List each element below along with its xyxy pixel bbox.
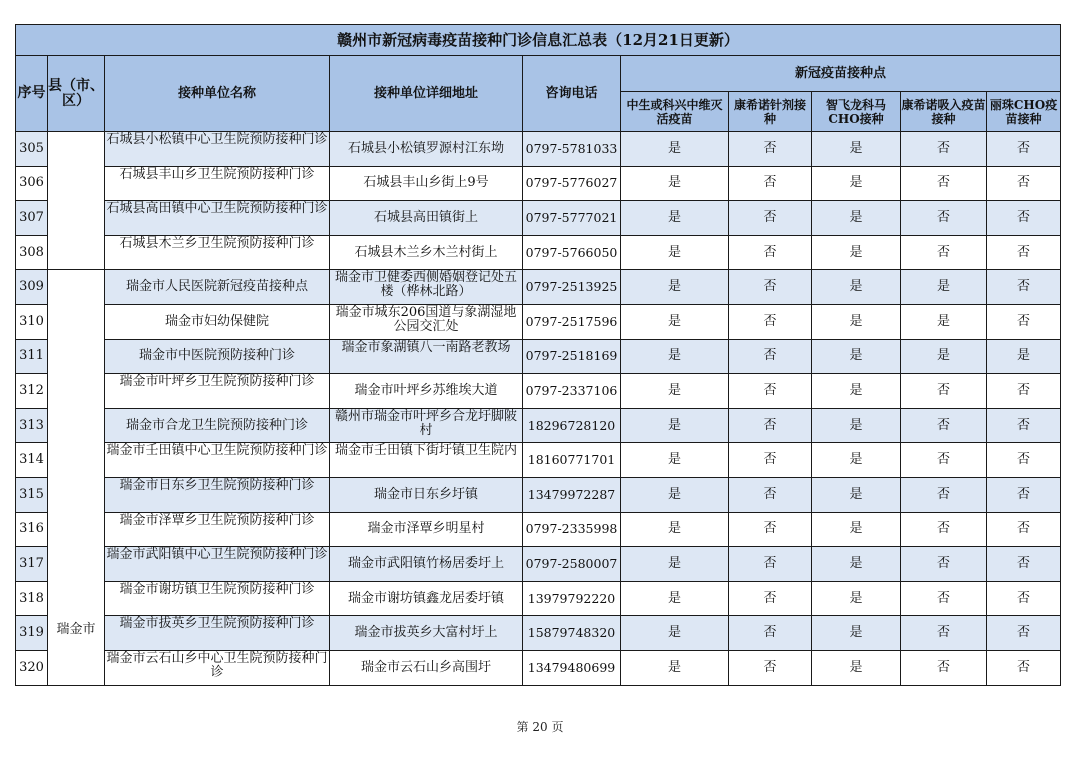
cell-vaccine-v5: 否: [987, 477, 1061, 512]
cell-vaccine-v3: 是: [812, 166, 901, 201]
cell-vaccine-v5: 否: [987, 650, 1061, 685]
cell-unit-name-text: 瑞金市日东乡卫生院预防接种门诊: [119, 477, 315, 493]
table-row: [16, 132, 1061, 167]
cell-unit-name: [105, 270, 330, 305]
cell-vaccine-v1: 是: [621, 512, 729, 547]
cell-phone: 15879748320: [523, 616, 621, 651]
cell-address: [330, 374, 523, 409]
table-row: [16, 235, 1061, 270]
cell-address: [330, 270, 523, 305]
cell-phone: 0797-2335998: [523, 512, 621, 547]
cell-vaccine-v1: 是: [621, 650, 729, 685]
cell-address: [330, 616, 523, 651]
cell-vaccine-v4: 否: [901, 581, 987, 616]
cell-phone: 0797-2337106: [523, 374, 621, 409]
cell-phone: 0797-5781033: [523, 132, 621, 167]
table-row: [16, 547, 1061, 582]
cell-vaccine-v5: 否: [987, 547, 1061, 582]
header-address: 接种单位详细地址: [330, 56, 523, 132]
header-seq: 序号: [16, 56, 48, 132]
table-row: [16, 512, 1061, 547]
cell-vaccine-v3: 是: [812, 581, 901, 616]
table-row: [16, 304, 1061, 339]
cell-county: 瑞金市: [48, 270, 105, 685]
cell-address-text: 瑞金市卫健委西侧婚姻登记处五楼（桦林北路）: [334, 270, 517, 300]
cell-seq: 309: [16, 270, 48, 305]
cell-vaccine-v1: 是: [621, 374, 729, 409]
cell-address-text: 瑞金市云石山乡高围圩: [360, 659, 491, 675]
cell-vaccine-v4: 是: [901, 339, 987, 374]
cell-vaccine-v5: 否: [987, 581, 1061, 616]
cell-vaccine-v2: 否: [729, 650, 812, 685]
cell-address-text: 石城县高田镇街上: [373, 209, 478, 225]
vaccination-site-table: [15, 24, 1061, 686]
cell-address: [330, 408, 523, 443]
cell-vaccine-v3: 是: [812, 443, 901, 478]
cell-unit-name-text: 瑞金市合龙卫生院预防接种门诊: [125, 417, 308, 433]
cell-vaccine-v3: 是: [812, 512, 901, 547]
cell-vaccine-v4: 否: [901, 235, 987, 270]
cell-vaccine-v5: 是: [987, 339, 1061, 374]
cell-seq: 306: [16, 166, 48, 201]
cell-address: [330, 339, 523, 374]
table-row: [16, 408, 1061, 443]
cell-phone: 0797-2580007: [523, 547, 621, 582]
cell-address-text: 瑞金市拔英乡大富村圩上: [354, 625, 498, 641]
page-number: 第 20 页: [516, 720, 564, 734]
cell-vaccine-v2: 否: [729, 408, 812, 443]
cell-vaccine-v1: 是: [621, 201, 729, 236]
cell-vaccine-v1: 是: [621, 132, 729, 167]
cell-vaccine-v1: 是: [621, 339, 729, 374]
cell-phone: 18160771701: [523, 443, 621, 478]
cell-vaccine-v2: 否: [729, 235, 812, 270]
cell-vaccine-v1: 是: [621, 547, 729, 582]
cell-phone: 0797-2513925: [523, 270, 621, 305]
cell-address-text: 瑞金市壬田镇下街圩镇卫生院内: [334, 443, 517, 459]
table-row: [16, 270, 1061, 305]
cell-vaccine-v4: 是: [901, 304, 987, 339]
cell-address: [330, 132, 523, 167]
cell-vaccine-v3: 是: [812, 650, 901, 685]
cell-vaccine-v3: 是: [812, 616, 901, 651]
cell-address-text: 石城县小松镇罗源村江东坳: [347, 140, 504, 156]
cell-address: [330, 581, 523, 616]
cell-vaccine-v3: 是: [812, 235, 901, 270]
cell-vaccine-v2: 否: [729, 339, 812, 374]
cell-seq: 310: [16, 304, 48, 339]
table-row: [16, 443, 1061, 478]
cell-seq: 308: [16, 235, 48, 270]
cell-address-text: 瑞金市象湖镇八一南路老教场: [341, 339, 511, 355]
cell-address: [330, 650, 523, 685]
cell-unit-name: [105, 581, 330, 616]
cell-vaccine-v3: 是: [812, 374, 901, 409]
cell-unit-name: [105, 547, 330, 582]
cell-seq: 320: [16, 650, 48, 685]
cell-vaccine-v1: 是: [621, 408, 729, 443]
table-row: [16, 201, 1061, 236]
cell-phone: 18296728120: [523, 408, 621, 443]
table-body: [16, 132, 1061, 686]
cell-address-text: 瑞金市城东206国道与象湖湿地公园交汇处: [335, 304, 517, 334]
table-row: [16, 339, 1061, 374]
cell-vaccine-v4: 否: [901, 443, 987, 478]
cell-phone: 0797-5766050: [523, 235, 621, 270]
cell-vaccine-v2: 否: [729, 270, 812, 305]
cell-vaccine-v4: 否: [901, 512, 987, 547]
cell-address: [330, 235, 523, 270]
cell-address-text: 石城县木兰乡木兰村街上: [354, 244, 498, 260]
cell-seq: 305: [16, 132, 48, 167]
cell-vaccine-v3: 是: [812, 408, 901, 443]
cell-unit-name: [105, 477, 330, 512]
cell-address: [330, 443, 523, 478]
cell-vaccine-v5: 否: [987, 443, 1061, 478]
cell-unit-name: [105, 512, 330, 547]
cell-vaccine-v1: 是: [621, 443, 729, 478]
cell-unit-name: [105, 304, 330, 339]
cell-vaccine-v5: 否: [987, 270, 1061, 305]
cell-vaccine-v5: 否: [987, 512, 1061, 547]
cell-seq: 311: [16, 339, 48, 374]
cell-vaccine-v1: 是: [621, 581, 729, 616]
table-row: [16, 374, 1061, 409]
cell-vaccine-v1: 是: [621, 166, 729, 201]
cell-vaccine-v4: 否: [901, 374, 987, 409]
cell-phone: 0797-2518169: [523, 339, 621, 374]
header-county: 县（市、区）: [48, 56, 105, 132]
cell-address-text: 石城县丰山乡街上9号: [363, 175, 489, 191]
cell-unit-name-text: 瑞金市人民医院新冠疫苗接种点: [125, 279, 308, 295]
cell-vaccine-v2: 否: [729, 304, 812, 339]
cell-unit-name: [105, 201, 330, 236]
cell-vaccine-v4: 否: [901, 547, 987, 582]
cell-unit-name-text: 瑞金市壬田镇中心卫生院预防接种门诊: [106, 443, 328, 459]
cell-vaccine-v4: 否: [901, 616, 987, 651]
cell-unit-name-text: 瑞金市武阳镇中心卫生院预防接种门诊: [106, 547, 328, 563]
cell-address: [330, 166, 523, 201]
cell-address: [330, 512, 523, 547]
cell-vaccine-v2: 否: [729, 132, 812, 167]
table-row: [16, 166, 1061, 201]
cell-vaccine-v2: 否: [729, 374, 812, 409]
cell-vaccine-v2: 否: [729, 477, 812, 512]
cell-vaccine-v1: 是: [621, 304, 729, 339]
cell-vaccine-v4: 否: [901, 477, 987, 512]
cell-seq: 317: [16, 547, 48, 582]
cell-seq: 319: [16, 616, 48, 651]
cell-address-text: 赣州市瑞金市叶坪乡合龙圩脚陂村: [334, 408, 517, 438]
cell-vaccine-v3: 是: [812, 547, 901, 582]
header-unit-name: 接种单位名称: [105, 56, 330, 132]
cell-address: [330, 304, 523, 339]
cell-unit-name-text: 瑞金市谢坊镇卫生院预防接种门诊: [119, 581, 315, 597]
cell-seq: 318: [16, 581, 48, 616]
cell-phone: 0797-5776027: [523, 166, 621, 201]
cell-vaccine-v3: 是: [812, 201, 901, 236]
cell-vaccine-v4: 否: [901, 166, 987, 201]
cell-vaccine-v1: 是: [621, 235, 729, 270]
cell-phone: 0797-5777021: [523, 201, 621, 236]
header-vaccine-zhifei-cho: 智飞龙科马CHO接种: [812, 92, 901, 132]
cell-unit-name: [105, 339, 330, 374]
cell-vaccine-v2: 否: [729, 443, 812, 478]
table-row: [16, 581, 1061, 616]
header-vaccine-group: 新冠疫苗接种点: [621, 56, 1061, 92]
cell-address-text: 瑞金市武阳镇竹杨居委圩上: [347, 555, 504, 571]
cell-unit-name-text: 石城县木兰乡卫生院预防接种门诊: [119, 235, 315, 251]
cell-phone: 13979792220: [523, 581, 621, 616]
header-vaccine-cansino-inhaled: 康希诺吸入疫苗接种: [901, 92, 987, 132]
table-row: [16, 616, 1061, 651]
cell-vaccine-v5: 否: [987, 304, 1061, 339]
cell-unit-name: [105, 650, 330, 685]
cell-vaccine-v3: 是: [812, 132, 901, 167]
cell-unit-name: [105, 235, 330, 270]
cell-unit-name-text: 瑞金市叶坪乡卫生院预防接种门诊: [119, 374, 315, 390]
cell-vaccine-v3: 是: [812, 339, 901, 374]
cell-vaccine-v3: 是: [812, 477, 901, 512]
cell-vaccine-v2: 否: [729, 201, 812, 236]
cell-address-text: 瑞金市泽覃乡明星村: [367, 521, 485, 537]
cell-unit-name-text: 石城县小松镇中心卫生院预防接种门诊: [106, 132, 328, 147]
cell-unit-name-text: 瑞金市泽覃乡卫生院预防接种门诊: [119, 512, 315, 528]
cell-seq: 315: [16, 477, 48, 512]
cell-seq: 316: [16, 512, 48, 547]
cell-vaccine-v4: 否: [901, 650, 987, 685]
cell-seq: 312: [16, 374, 48, 409]
cell-unit-name: [105, 408, 330, 443]
cell-unit-name: [105, 132, 330, 167]
cell-vaccine-v2: 否: [729, 547, 812, 582]
table-row: [16, 650, 1061, 685]
cell-vaccine-v5: 否: [987, 408, 1061, 443]
header-phone: 咨询电话: [523, 56, 621, 132]
cell-vaccine-v5: 否: [987, 132, 1061, 167]
cell-vaccine-v3: 是: [812, 304, 901, 339]
cell-vaccine-v2: 否: [729, 166, 812, 201]
cell-vaccine-v5: 否: [987, 166, 1061, 201]
header-vaccine-cansino-injection: 康希诺针剂接种: [729, 92, 812, 132]
cell-unit-name-text: 瑞金市妇幼保健院: [164, 313, 269, 329]
cell-phone: 0797-2517596: [523, 304, 621, 339]
cell-vaccine-v4: 否: [901, 408, 987, 443]
cell-vaccine-v4: 否: [901, 132, 987, 167]
cell-phone: 13479480699: [523, 650, 621, 685]
cell-unit-name: [105, 166, 330, 201]
table-title: 赣州市新冠病毒疫苗接种门诊信息汇总表（12月21日更新）: [16, 25, 1061, 56]
cell-vaccine-v5: 否: [987, 616, 1061, 651]
cell-unit-name: [105, 374, 330, 409]
cell-vaccine-v1: 是: [621, 616, 729, 651]
cell-unit-name-text: 石城县丰山乡卫生院预防接种门诊: [119, 166, 315, 182]
cell-seq: 307: [16, 201, 48, 236]
cell-vaccine-v4: 否: [901, 201, 987, 236]
cell-vaccine-v1: 是: [621, 477, 729, 512]
cell-seq: 313: [16, 408, 48, 443]
cell-unit-name-text: 石城县高田镇中心卫生院预防接种门诊: [106, 201, 328, 217]
cell-vaccine-v5: 否: [987, 235, 1061, 270]
cell-vaccine-v5: 否: [987, 374, 1061, 409]
cell-address-text: 瑞金市谢坊镇鑫龙居委圩镇: [347, 590, 504, 606]
header-vaccine-inactivated: 中生或科兴中维灭活疫苗: [621, 92, 729, 132]
cell-unit-name-text: 瑞金市中医院预防接种门诊: [138, 348, 295, 364]
cell-vaccine-v1: 是: [621, 270, 729, 305]
cell-unit-name-text: 瑞金市云石山乡中心卫生院预防接种门诊: [106, 650, 328, 680]
cell-address-text: 瑞金市叶坪乡苏维埃大道: [354, 382, 498, 398]
cell-address: [330, 547, 523, 582]
cell-vaccine-v5: 否: [987, 201, 1061, 236]
cell-seq: 314: [16, 443, 48, 478]
cell-county: [48, 132, 105, 270]
cell-vaccine-v2: 否: [729, 512, 812, 547]
cell-address-text: 瑞金市日东乡圩镇: [373, 486, 478, 502]
cell-vaccine-v4: 是: [901, 270, 987, 305]
cell-address: [330, 201, 523, 236]
cell-address: [330, 477, 523, 512]
cell-unit-name: [105, 616, 330, 651]
cell-vaccine-v2: 否: [729, 581, 812, 616]
cell-phone: 13479972287: [523, 477, 621, 512]
cell-vaccine-v2: 否: [729, 616, 812, 651]
header-vaccine-lizhu-cho: 丽珠CHO疫苗接种: [987, 92, 1061, 132]
cell-vaccine-v3: 是: [812, 270, 901, 305]
table-row: [16, 477, 1061, 512]
cell-unit-name-text: 瑞金市拔英乡卫生院预防接种门诊: [119, 616, 315, 632]
cell-unit-name: [105, 443, 330, 478]
